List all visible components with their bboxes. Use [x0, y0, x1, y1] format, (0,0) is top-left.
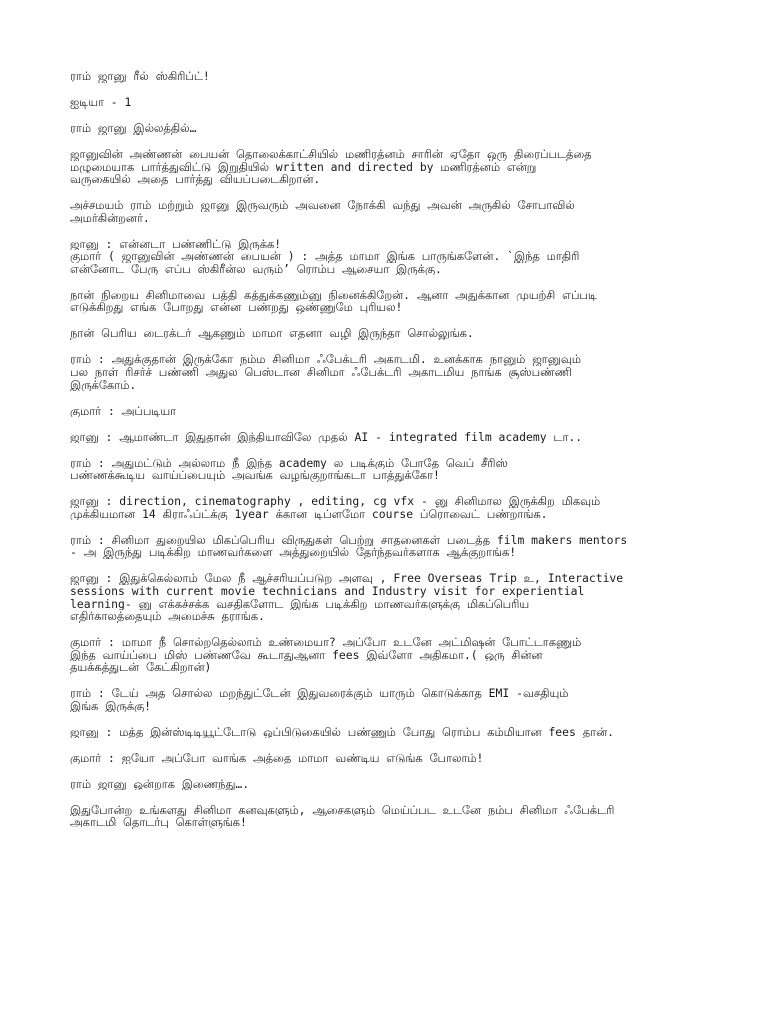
paragraph: [70, 405, 680, 418]
text-line: ஜானுவின் அண்ணன் பையன் தொலைக்காட்சியில் மணிரத்னம் சாரின் ஏதோ ஒரு திரைப்படத்தை: [70, 147, 592, 161]
text-line: ராம் ஜானு ஒன்றாக இணைந்து….: [70, 777, 250, 791]
text-line: ராம் : டேய் அத சொல்ல மறந்துட்டேன் இதுவரைக்கும் யாரும் கொடுக்காத EMI -வசதியும்: [70, 687, 569, 700]
text-line: குமார் ( ஜானுவின் அண்ணன் பையன் ) : அத்த மாமா இங்க பாருங்களேன். `இந்த மாதிரி: [70, 250, 580, 263]
paragraph: [70, 96, 680, 109]
text-line: குமார் : ஐயோ அப்போ வாங்க அத்தை மாமா வண்டிய எடுங்க போலாம்!: [70, 751, 484, 765]
text-line: எதிர்காலத்தையும் அமைச்சு தராங்க.: [70, 610, 265, 623]
paragraph: [70, 199, 680, 224]
text-line: நான் பெரிய டைரக்டர் ஆகணும் மாமா எதனா வழி இருந்தா சொல்லுங்க.: [70, 327, 474, 341]
paragraph: [70, 534, 680, 559]
text-line: என்னோட பேரு எப்ப ஸ்கிரீன்ல வரும்’ ரொம்ப ஆசையா இருக்கு.: [70, 262, 442, 276]
text-line: learning- னு எக்கச்சக்க வசதிகளோட இங்க படிக்கிற மாணவர்களுக்கு மிகப்பெரிய: [70, 597, 530, 611]
paragraph: [70, 778, 680, 791]
text-line: அச்சமயம் ராம் மற்றும் ஜானு இருவரும் அவனை நோக்கி வந்து அவன் அருகில் சோபாவில்: [70, 199, 575, 212]
text-line: அகாடமி தொடர்பு கொள்ளுங்க!: [70, 816, 247, 829]
paragraph: [70, 431, 680, 444]
text-line: ஜானு : என்னடா பண்ணிட்டு இருக்க!: [70, 237, 282, 251]
text-line: பல நாள் ரிசர்ச் பண்ணி அதுல பெஸ்டான சினிமா ஃபேக்டரி அகாடமிய நாங்க சூஸ்பண்ணி: [70, 366, 572, 379]
text-line: எடுக்கிறது எங்க போறது என்ன பண்றது ஒண்ணுமே புரியல!: [70, 301, 403, 315]
text-line: பண்ணக்கூடிய வாய்ப்பையும் அவங்க வழங்குறாங்கடா பாத்துக்கோ!: [70, 469, 440, 482]
text-line: இருக்கோம்.: [70, 378, 137, 392]
paragraph: [70, 687, 680, 712]
paragraph: [70, 752, 680, 765]
text-line: ராம் : சினிமா துறையில மிகப்பெரிய விருதுகள் பெற்று சாதனைகள் படைத்த film makers mentors: [70, 533, 628, 547]
text-line: இதுபோன்ற உங்களது சினிமா கனவுகளும், ஆசைகளும் மெய்ப்பட உடனே நம்ப சினிமா ஃபேக்டரி: [70, 803, 615, 817]
paragraph: [70, 726, 680, 739]
paragraph: [70, 636, 680, 674]
paragraph: [70, 457, 680, 482]
text-line: ஜானு : direction, cinematography , editing, cg vfx - னு சினிமால இருக்கிற மிகவும்: [70, 495, 601, 508]
paragraph: [70, 238, 680, 276]
text-line: முக்கியமான 14 கிராஃப்ட்க்கு 1year க்கான டிப்ளமோ course ப்ரொவைட் பண்றாங்க.: [70, 507, 548, 521]
text-line: ராம் ஜானு இல்லத்தில்…: [70, 121, 197, 135]
text-line: இங்க இருக்கு!: [70, 699, 152, 713]
text-line: ராம் : அதுமட்டும் அல்லாம நீ இந்த academy ல படிக்கும் போதே வெப் சீரிஸ்: [70, 456, 508, 470]
text-line: குமார் : மாமா நீ சொல்றதெல்லாம் உண்மையா? அப்போ உடனே அட்மிஷன் போட்டாகணும்: [70, 636, 582, 649]
paragraph: [70, 353, 680, 391]
text-line: sessions with current movie technicians and Industry visit for experiential: [70, 584, 585, 598]
text-line: வருகையில் அதை பார்த்து வியப்படைகிறான்.: [70, 173, 321, 186]
paragraph: [70, 148, 680, 186]
paragraph: [70, 327, 680, 340]
text-line: ஜானு : இதுக்கெல்லாம் மேல நீ ஆச்சரியப்படுற அளவு , Free Overseas Trip உ, Interactive: [70, 572, 624, 585]
text-line: ஜானு : மத்த இன்ஸ்டிடியூட்டோடு ஒப்பிடுகையில் பண்ணும் போது ரொம்ப கம்மியான fees தான்.: [70, 725, 615, 739]
text-line: மழுமையாக பார்த்துவிட்டு இறுதியில் written and directed by மணிரத்னம் என்று: [70, 160, 537, 174]
text-line: ராம் : அதுக்குதான் இருக்கோ நம்ம சினிமா ஃபேக்டரி அகாடமி. உனக்காக நானும் ஜானுவும்: [70, 353, 581, 367]
paragraph: [70, 572, 680, 622]
text-line: - அ இருந்து படிக்கிற மாணவர்களை அத்துறையில் தேர்ந்தவர்களாக ஆக்குறாங்க!: [70, 546, 517, 559]
text-line: ராம் ஜானு ரீல் ஸ்கிரிப்ட்!: [70, 70, 210, 83]
paragraph: [70, 289, 680, 314]
paragraph: [70, 122, 680, 135]
paragraph: [70, 70, 680, 83]
text-line: நான் நிறைய சினிமாவை பத்தி கத்துக்கணும்னு நினைக்கிறேன். ஆனா அதுக்கான முயற்சி எப்படி: [70, 288, 597, 302]
text-line: தயக்கத்துடன் கேட்கிறான்): [70, 661, 212, 674]
text-line: குமார் : அப்படியா: [70, 404, 177, 418]
paragraph: [70, 495, 680, 520]
text-line: இந்த வாய்ப்பை மிஸ் பண்ணவே கூடாதுஆனா fees இவ்ளோ அதிகமா.( ஒரு சின்ன: [70, 648, 543, 662]
text-line: ஜானு : ஆமாண்டா இதுதான் இந்தியாவிலே முதல் AI - integrated film academy டா..: [70, 430, 583, 444]
document-body: [70, 70, 680, 842]
text-line: ஐடியா - 1: [70, 95, 132, 109]
paragraph: [70, 804, 680, 829]
text-line: அமர்கின்றனர்.: [70, 211, 150, 225]
